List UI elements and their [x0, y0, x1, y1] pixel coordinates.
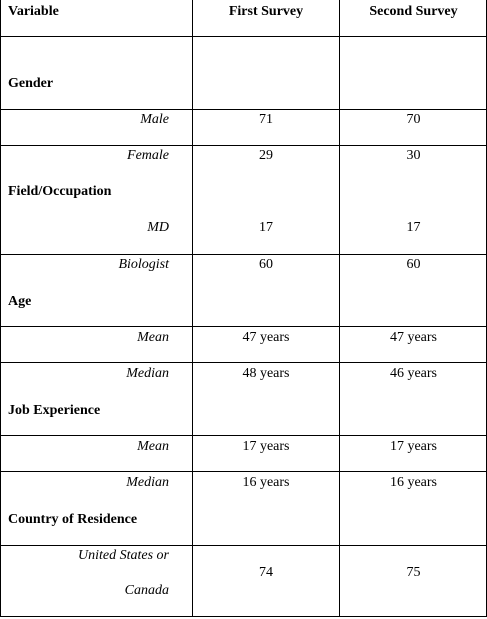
- row-label-canada: Canada: [124, 583, 169, 598]
- column-divider: [192, 0, 193, 617]
- row-divider: [0, 36, 487, 37]
- cell-first-survey: 74: [259, 565, 273, 580]
- row-label-median: Median: [126, 366, 169, 381]
- cell-second-survey: 47 years: [389, 330, 438, 345]
- row-divider: [0, 145, 487, 146]
- cell-second-survey: 17: [406, 220, 421, 235]
- row-label-mean: Mean: [137, 439, 169, 454]
- section-title-gender: Gender: [8, 76, 54, 91]
- cell-second-survey: 46 years: [389, 366, 438, 381]
- cell-first-survey: 29: [259, 148, 273, 163]
- row-label-md: MD: [147, 220, 169, 235]
- column-divider: [339, 0, 340, 617]
- section-title-age: Age: [8, 294, 32, 309]
- cell-second-survey: 17 years: [389, 439, 438, 454]
- column-header-first-survey: First Survey: [228, 4, 304, 19]
- row-label-median: Median: [126, 475, 169, 490]
- row-divider: [0, 109, 487, 110]
- cell-second-survey: 16 years: [389, 475, 438, 490]
- row-divider: [0, 545, 487, 546]
- cell-first-survey: 17 years: [242, 439, 290, 454]
- cell-first-survey: 17: [259, 220, 273, 235]
- row-label-female: Female: [127, 148, 169, 163]
- column-header-variable: Variable: [8, 4, 59, 19]
- table-border-bottom: [0, 616, 487, 617]
- table-border-left: [0, 0, 1, 617]
- row-label-male: Male: [140, 112, 169, 127]
- section-title-field-occupation: Field/Occupation: [8, 184, 112, 199]
- row-divider: [0, 435, 487, 436]
- row-divider: [0, 254, 487, 255]
- cell-first-survey: 16 years: [242, 475, 290, 490]
- section-title-country-of-residence: Country of Residence: [8, 512, 138, 527]
- column-header-second-survey: Second Survey: [369, 4, 458, 19]
- cell-first-survey: 47 years: [242, 330, 290, 345]
- row-divider: [0, 326, 487, 327]
- row-label-mean: Mean: [137, 330, 169, 345]
- cell-first-survey: 48 years: [242, 366, 290, 381]
- cell-first-survey: 60: [259, 257, 273, 272]
- cell-second-survey: 30: [406, 148, 421, 163]
- row-divider: [0, 362, 487, 363]
- row-label-united-states-or: United States or: [78, 548, 169, 563]
- section-title-job-experience: Job Experience: [8, 403, 101, 418]
- cell-second-survey: 60: [406, 257, 421, 272]
- row-label-biologist: Biologist: [118, 257, 169, 272]
- row-divider: [0, 471, 487, 472]
- cell-second-survey: 75: [406, 565, 421, 580]
- cell-second-survey: 70: [406, 112, 421, 127]
- cell-first-survey: 71: [259, 112, 273, 127]
